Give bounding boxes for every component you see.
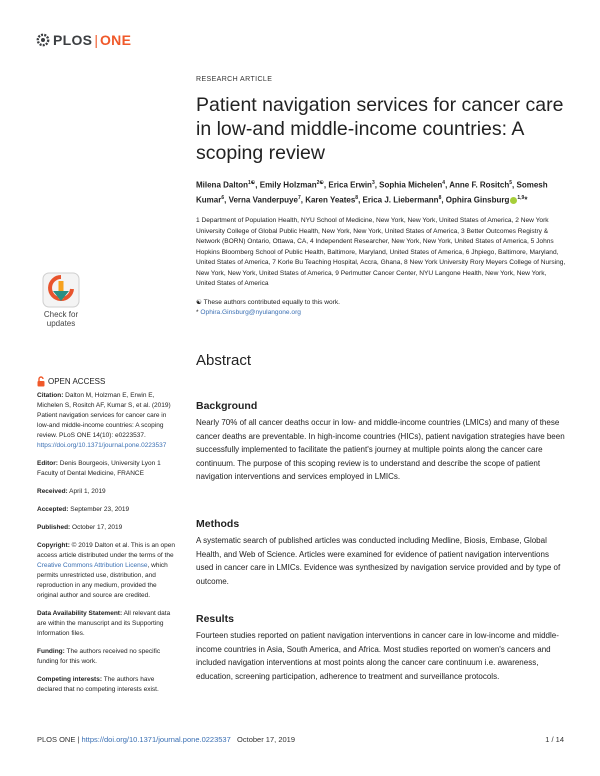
- author-name: Verna Vanderpuye: [228, 195, 298, 205]
- journal-logo[interactable]: [36, 32, 131, 48]
- author-affiliation-mark: 1☯: [248, 180, 256, 186]
- copyright-text: © 2019 Dalton et al. This is an open access article distributed under the terms of the: [37, 542, 175, 559]
- copyright-text-end: , which permits unrestricted use, distribution, and reproduction in any medium, provided the original author and source are credited.: [37, 562, 168, 599]
- author-affiliation-mark: 7: [297, 194, 301, 201]
- accepted-value: September 23, 2019: [70, 506, 130, 513]
- author-name: Somesh Kumar: [196, 180, 548, 205]
- author-name: Ophira Ginsburg: [445, 195, 510, 205]
- results-text: Fourteen studies reported on patient navigation interventions in cancer care in low-income and middle-income countries in Asia, South America, and Africa. Most studies reported on women's cancers and included navigation interventions at most points along the cancer care continuum i.e. awareness, education, screening participation, adherence to treatment and surveillance protocols.: [196, 631, 559, 681]
- editor-block: [37, 459, 175, 479]
- received-block: [37, 487, 175, 497]
- published-block: [37, 523, 175, 533]
- logo-separator: |: [94, 32, 98, 48]
- check-for-updates-icon: [42, 272, 80, 308]
- author-affiliation-mark: 8: [438, 194, 442, 201]
- affiliations: 1 Department of Population Health, NYU School of Medicine, New York, New York, United States of America, 2 New York University College of Global Public Health, New York, New York, United States of America, 3 Better Outcomes Registry & Network (BORN) Ontario, Ottawa, CA, 4 Independent Researcher, New York, New York, United States of America, 5 Johns Hopkins Bloomberg School of Public Health, Baltimore, Maryland, United States of America, 6 Jhpiego, Baltimore, Maryland, United States of America, 7 Korle Bu Teaching Hospital, Accra, Ghana, 8 New York University Rory Meyers College of Nursing, New York, New York, United States of America, 9 Perlmutter Cancer Center, NYU Langone Health, New York, New York, United States of America: [196, 217, 566, 288]
- author-list: Milena Dalton$^{1☯}$, Emily Holzman$^{2☯}$, Erica Erwin$^3$, Sophia Michelen$^4$, Anne F. Rositch$^5$, Somesh Kumar$^6$, Verna Vanderpuye$^7$, Karen Yeates$^8$, Erica J. Liebermann$^8$, Ophira Ginsburg $^{1,9}$*: [196, 180, 548, 205]
- data-availability-label: Data Availability Statement:: [37, 610, 123, 617]
- author-name: Karen Yeates: [305, 195, 356, 205]
- corresponding-email-note: [196, 308, 566, 318]
- competing-interests-block: [37, 675, 175, 695]
- author-affiliation-mark: 6: [221, 194, 225, 201]
- article-main: [196, 76, 566, 318]
- published-label: Published:: [37, 524, 71, 531]
- footer-date: October 17, 2019: [237, 735, 296, 744]
- funding-text: The authors received no specific funding for this work.: [37, 648, 161, 665]
- author-affiliation-mark: 2☯: [316, 180, 324, 186]
- corresponding-mark: *: [524, 195, 528, 205]
- methods-section: [196, 518, 568, 588]
- journal-name-left: PLOS: [53, 32, 93, 48]
- accepted-label: Accepted:: [37, 506, 69, 513]
- email-prefix: *: [196, 308, 199, 316]
- author-affiliation-mark: 3: [371, 180, 375, 186]
- citation-doi-link[interactable]: https://doi.org/10.1371/journal.pone.0223537: [37, 442, 167, 449]
- footer-journal: PLOS ONE: [37, 735, 76, 744]
- copyright-block: [37, 541, 175, 601]
- corresponding-email-link[interactable]: Ophira.Ginsburg@nyulangone.org: [200, 308, 301, 316]
- author-name: Emily Holzman: [259, 180, 317, 190]
- editor-text: Denis Bourgeois, University Lyon 1 Faculty of Dental Medicine, FRANCE: [37, 460, 161, 477]
- check-for-updates-badge[interactable]: [37, 272, 85, 328]
- methods-heading: Methods: [196, 518, 240, 530]
- results-section: [196, 613, 568, 683]
- license-link[interactable]: Creative Commons Attribution License: [37, 562, 148, 569]
- author-name: Erica J. Liebermann: [362, 195, 439, 205]
- open-lock-icon: [37, 376, 45, 387]
- plos-logo-icon: [36, 33, 50, 47]
- accepted-block: [37, 505, 175, 515]
- footer-citation: PLOS ONE | https://doi.org/10.1371/journal.pone.0223537 October 17, 2019: [37, 735, 296, 744]
- published-value: October 17, 2019: [72, 524, 123, 531]
- abstract-heading: Abstract: [196, 352, 252, 369]
- author-name: Anne F. Rositch: [449, 180, 510, 190]
- footer-doi-link[interactable]: https://doi.org/10.1371/journal.pone.0223537: [81, 735, 231, 744]
- author-notes: [196, 298, 566, 318]
- open-access-label: OPEN ACCESS: [48, 376, 106, 386]
- equal-contribution-note: ☯ These authors contributed equally to this work.: [196, 298, 340, 306]
- check-for-updates-label: Check for updates: [43, 310, 79, 328]
- background-heading: Background: [196, 400, 258, 412]
- journal-name-right: ONE: [99, 32, 132, 48]
- funding-label: Funding:: [37, 648, 65, 655]
- abstract-section: [196, 352, 566, 369]
- results-heading: Results: [196, 613, 234, 625]
- received-value: April 1, 2019: [69, 488, 106, 495]
- data-availability-text: All relevant data are within the manuscript and its Supporting Information files.: [37, 610, 171, 637]
- competing-interests-text: The authors have declared that no competing interests exist.: [37, 676, 159, 693]
- methods-text: A systematic search of published articles was conducted including Medline, Biosis, Embase, Global Health, and Web of Science. Articles were examined for evidence of patient navigation interventions used in cancer care in LMICs. Evidence was synthesized by navigation service provided and by type of outcome.: [196, 536, 561, 586]
- author-affiliation-mark: 8: [355, 194, 359, 201]
- open-access-badge: [37, 376, 175, 387]
- editor-label: Editor:: [37, 460, 58, 467]
- article-type: RESEARCH ARTICLE: [196, 76, 273, 83]
- competing-interests-label: Competing interests:: [37, 676, 103, 683]
- copyright-label: Copyright:: [37, 542, 70, 549]
- article-sidebar: [37, 376, 175, 695]
- page-number: 1 / 14: [545, 735, 564, 744]
- author-name: Milena Dalton: [196, 180, 249, 190]
- author-name: Sophia Michelen: [379, 180, 443, 190]
- received-label: Received:: [37, 488, 68, 495]
- citation-label: Citation:: [37, 392, 64, 399]
- author-affiliation-mark: 1,9: [517, 194, 525, 201]
- article-title: Patient navigation services for cancer care in low-and middle-income countries: A scoping review: [196, 94, 564, 164]
- author-affiliation-mark: 4: [442, 180, 446, 186]
- author-affiliation-mark: 5: [509, 180, 513, 186]
- citation-block: [37, 391, 175, 451]
- background-text: Nearly 70% of all cancer deaths occur in low- and middle-income countries (LMICs) and many of these cancer deaths are preventable. In high-income countries (HICs), patient navigation strategies have been successfully implemented to facilitate the patient's journey at multiple points along the cancer care continuum. The purpose of this scoping review is to understand and describe the scope of patient navigation interventions and services employed in LMICs.: [196, 418, 565, 482]
- funding-block: [37, 647, 175, 667]
- author-name: Erica Erwin: [328, 180, 372, 190]
- background-section: [196, 400, 568, 484]
- data-availability-block: [37, 609, 175, 639]
- citation-text: Dalton M, Holzman E, Erwin E, Michelen S, Rositch AF, Kumar S, et al. (2019) Patient navigation services for cancer care in low-and middle-income countries: A scoping review. PLoS ONE 14(10): e0223537.: [37, 392, 171, 439]
